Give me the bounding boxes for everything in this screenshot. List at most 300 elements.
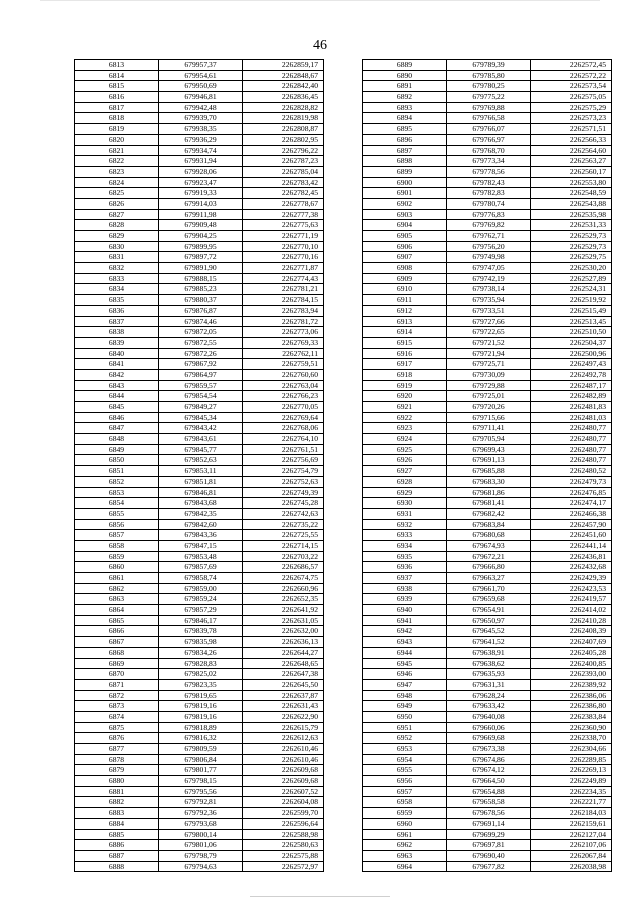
point-number-cell: 6913 xyxy=(363,316,447,327)
y-coordinate-cell: 2262622,90 xyxy=(243,711,324,722)
x-coordinate-cell: 679674,93 xyxy=(447,540,531,551)
table-row xyxy=(363,369,612,380)
y-coordinate-cell: 2262610,46 xyxy=(243,754,324,765)
point-number-cell: 6919 xyxy=(363,380,447,391)
x-coordinate-cell: 679801,77 xyxy=(159,765,243,776)
table-row xyxy=(75,487,324,498)
x-coordinate-cell: 679720,26 xyxy=(447,402,531,413)
x-coordinate-cell: 679853,48 xyxy=(159,551,243,562)
table-row xyxy=(75,658,324,669)
table-row xyxy=(363,412,612,423)
table-row xyxy=(363,166,612,177)
x-coordinate-cell: 679715,66 xyxy=(447,412,531,423)
point-number-cell: 6942 xyxy=(363,626,447,637)
table-row xyxy=(363,295,612,306)
point-number-cell: 6840 xyxy=(75,348,159,359)
point-number-cell: 6927 xyxy=(363,466,447,477)
y-coordinate-cell: 2262703,22 xyxy=(243,551,324,562)
x-coordinate-cell: 679685,88 xyxy=(447,466,531,477)
point-number-cell: 6882 xyxy=(75,797,159,808)
point-number-cell: 6861 xyxy=(75,573,159,584)
table-row xyxy=(363,145,612,156)
point-number-cell: 6937 xyxy=(363,573,447,584)
y-coordinate-cell: 2262481,03 xyxy=(531,412,612,423)
y-coordinate-cell: 2262572,45 xyxy=(531,60,612,71)
table-row xyxy=(75,776,324,787)
table-row xyxy=(75,583,324,594)
x-coordinate-cell: 679938,35 xyxy=(159,124,243,135)
x-coordinate-cell: 679697,81 xyxy=(447,840,531,851)
table-row xyxy=(363,70,612,81)
y-coordinate-cell: 2262407,69 xyxy=(531,637,612,648)
x-coordinate-cell: 679931,94 xyxy=(159,156,243,167)
x-coordinate-cell: 679638,91 xyxy=(447,647,531,658)
table-row xyxy=(363,402,612,413)
table-row xyxy=(363,786,612,797)
point-number-cell: 6814 xyxy=(75,70,159,81)
point-number-cell: 6941 xyxy=(363,615,447,626)
y-coordinate-cell: 2262466,38 xyxy=(531,508,612,519)
y-coordinate-cell: 2262524,31 xyxy=(531,284,612,295)
table-row xyxy=(363,434,612,445)
y-coordinate-cell: 2262410,28 xyxy=(531,615,612,626)
table-row xyxy=(363,508,612,519)
table-row xyxy=(75,840,324,851)
point-number-cell: 6943 xyxy=(363,637,447,648)
point-number-cell: 6931 xyxy=(363,508,447,519)
y-coordinate-cell: 2262609,68 xyxy=(243,776,324,787)
table-row xyxy=(363,637,612,648)
point-number-cell: 6870 xyxy=(75,669,159,680)
x-coordinate-cell: 679785,80 xyxy=(447,70,531,81)
y-coordinate-cell: 2262652,35 xyxy=(243,594,324,605)
x-coordinate-cell: 679721,52 xyxy=(447,337,531,348)
x-coordinate-cell: 679851,81 xyxy=(159,476,243,487)
table-row xyxy=(363,776,612,787)
y-coordinate-cell: 2262782,45 xyxy=(243,188,324,199)
table-row xyxy=(75,551,324,562)
y-coordinate-cell: 2262781,72 xyxy=(243,316,324,327)
table-row xyxy=(363,679,612,690)
x-coordinate-cell: 679766,58 xyxy=(447,113,531,124)
x-coordinate-cell: 679721,94 xyxy=(447,348,531,359)
point-number-cell: 6924 xyxy=(363,434,447,445)
x-coordinate-cell: 679954,61 xyxy=(159,70,243,81)
bottom-rule xyxy=(250,896,390,897)
point-number-cell: 6894 xyxy=(363,113,447,124)
x-coordinate-cell: 679946,81 xyxy=(159,92,243,103)
table-row xyxy=(363,476,612,487)
point-number-cell: 6827 xyxy=(75,209,159,220)
y-coordinate-cell: 2262768,06 xyxy=(243,423,324,434)
x-coordinate-cell: 679762,71 xyxy=(447,231,531,242)
y-coordinate-cell: 2262405,28 xyxy=(531,647,612,658)
y-coordinate-cell: 2262828,82 xyxy=(243,102,324,113)
x-coordinate-cell: 679876,87 xyxy=(159,305,243,316)
x-coordinate-cell: 679673,38 xyxy=(447,744,531,755)
x-coordinate-cell: 679683,30 xyxy=(447,476,531,487)
table-row xyxy=(75,647,324,658)
x-coordinate-cell: 679843,68 xyxy=(159,498,243,509)
x-coordinate-cell: 679681,41 xyxy=(447,498,531,509)
table-row xyxy=(363,765,612,776)
table-row xyxy=(75,113,324,124)
point-number-cell: 6826 xyxy=(75,198,159,209)
point-number-cell: 6926 xyxy=(363,455,447,466)
x-coordinate-cell: 679891,90 xyxy=(159,263,243,274)
table-row xyxy=(75,348,324,359)
table-row xyxy=(75,679,324,690)
point-number-cell: 6876 xyxy=(75,733,159,744)
x-coordinate-cell: 679742,19 xyxy=(447,273,531,284)
top-rule xyxy=(40,0,600,1)
point-number-cell: 6816 xyxy=(75,92,159,103)
point-number-cell: 6818 xyxy=(75,113,159,124)
x-coordinate-cell: 679682,42 xyxy=(447,508,531,519)
table-row xyxy=(363,861,612,872)
x-coordinate-cell: 679782,43 xyxy=(447,177,531,188)
point-number-cell: 6830 xyxy=(75,241,159,252)
point-number-cell: 6909 xyxy=(363,273,447,284)
y-coordinate-cell: 2262480,77 xyxy=(531,434,612,445)
y-coordinate-cell: 2262763,04 xyxy=(243,380,324,391)
x-coordinate-cell: 679635,93 xyxy=(447,669,531,680)
point-number-cell: 6889 xyxy=(363,60,447,71)
table-row xyxy=(363,60,612,71)
table-row xyxy=(363,380,612,391)
x-coordinate-cell: 679628,24 xyxy=(447,690,531,701)
table-row xyxy=(363,124,612,135)
y-coordinate-cell: 2262781,21 xyxy=(243,284,324,295)
y-coordinate-cell: 2262249,89 xyxy=(531,776,612,787)
x-coordinate-cell: 679819,65 xyxy=(159,690,243,701)
y-coordinate-cell: 2262783,42 xyxy=(243,177,324,188)
x-coordinate-cell: 679766,97 xyxy=(447,134,531,145)
x-coordinate-cell: 679846,81 xyxy=(159,487,243,498)
point-number-cell: 6896 xyxy=(363,134,447,145)
y-coordinate-cell: 2262745,28 xyxy=(243,498,324,509)
x-coordinate-cell: 679859,24 xyxy=(159,594,243,605)
table-row xyxy=(75,615,324,626)
y-coordinate-cell: 2262674,75 xyxy=(243,573,324,584)
point-number-cell: 6960 xyxy=(363,818,447,829)
y-coordinate-cell: 2262604,08 xyxy=(243,797,324,808)
point-number-cell: 6872 xyxy=(75,690,159,701)
point-number-cell: 6892 xyxy=(363,92,447,103)
y-coordinate-cell: 2262481,83 xyxy=(531,402,612,413)
x-coordinate-cell: 679819,16 xyxy=(159,701,243,712)
x-coordinate-cell: 679852,63 xyxy=(159,455,243,466)
x-coordinate-cell: 679640,08 xyxy=(447,711,531,722)
point-number-cell: 6948 xyxy=(363,690,447,701)
y-coordinate-cell: 2262441,14 xyxy=(531,540,612,551)
point-number-cell: 6917 xyxy=(363,359,447,370)
point-number-cell: 6904 xyxy=(363,220,447,231)
x-coordinate-cell: 679641,52 xyxy=(447,637,531,648)
table-row xyxy=(363,701,612,712)
x-coordinate-cell: 679872,26 xyxy=(159,348,243,359)
point-number-cell: 6821 xyxy=(75,145,159,156)
point-number-cell: 6947 xyxy=(363,679,447,690)
y-coordinate-cell: 2262487,17 xyxy=(531,380,612,391)
x-coordinate-cell: 679872,05 xyxy=(159,327,243,338)
y-coordinate-cell: 2262159,61 xyxy=(531,818,612,829)
x-coordinate-cell: 679683,84 xyxy=(447,519,531,530)
point-number-cell: 6921 xyxy=(363,402,447,413)
table-row xyxy=(75,754,324,765)
x-coordinate-cell: 679749,98 xyxy=(447,252,531,263)
point-number-cell: 6923 xyxy=(363,423,447,434)
x-coordinate-cell: 679660,06 xyxy=(447,722,531,733)
point-number-cell: 6932 xyxy=(363,519,447,530)
x-coordinate-cell: 679798,15 xyxy=(159,776,243,787)
x-coordinate-cell: 679705,94 xyxy=(447,434,531,445)
point-number-cell: 6912 xyxy=(363,305,447,316)
x-coordinate-cell: 679934,74 xyxy=(159,145,243,156)
point-number-cell: 6936 xyxy=(363,562,447,573)
y-coordinate-cell: 2262389,92 xyxy=(531,679,612,690)
point-number-cell: 6862 xyxy=(75,583,159,594)
point-number-cell: 6963 xyxy=(363,850,447,861)
point-number-cell: 6841 xyxy=(75,359,159,370)
table-row xyxy=(363,273,612,284)
table-row xyxy=(75,797,324,808)
x-coordinate-cell: 679854,54 xyxy=(159,391,243,402)
table-row xyxy=(363,605,612,616)
x-coordinate-cell: 679845,34 xyxy=(159,412,243,423)
y-coordinate-cell: 2262759,51 xyxy=(243,359,324,370)
y-coordinate-cell: 2262648,65 xyxy=(243,658,324,669)
point-number-cell: 6885 xyxy=(75,829,159,840)
x-coordinate-cell: 679780,25 xyxy=(447,81,531,92)
x-coordinate-cell: 679738,14 xyxy=(447,284,531,295)
x-coordinate-cell: 679834,26 xyxy=(159,647,243,658)
y-coordinate-cell: 2262775,63 xyxy=(243,220,324,231)
table-row xyxy=(363,92,612,103)
y-coordinate-cell: 2262754,79 xyxy=(243,466,324,477)
point-number-cell: 6834 xyxy=(75,284,159,295)
point-number-cell: 6911 xyxy=(363,295,447,306)
y-coordinate-cell: 2262644,27 xyxy=(243,647,324,658)
y-coordinate-cell: 2262686,57 xyxy=(243,562,324,573)
y-coordinate-cell: 2262631,43 xyxy=(243,701,324,712)
x-coordinate-cell: 679691,13 xyxy=(447,455,531,466)
y-coordinate-cell: 2262107,06 xyxy=(531,840,612,851)
y-coordinate-cell: 2262234,35 xyxy=(531,786,612,797)
y-coordinate-cell: 2262480,77 xyxy=(531,455,612,466)
y-coordinate-cell: 2262543,88 xyxy=(531,198,612,209)
point-number-cell: 6944 xyxy=(363,647,447,658)
y-coordinate-cell: 2262480,77 xyxy=(531,423,612,434)
coordinates-table-left xyxy=(74,59,324,872)
y-coordinate-cell: 2262529,73 xyxy=(531,231,612,242)
point-number-cell: 6938 xyxy=(363,583,447,594)
point-number-cell: 6858 xyxy=(75,540,159,551)
point-number-cell: 6935 xyxy=(363,551,447,562)
x-coordinate-cell: 679801,06 xyxy=(159,840,243,851)
y-coordinate-cell: 2262497,43 xyxy=(531,359,612,370)
table-row xyxy=(75,145,324,156)
y-coordinate-cell: 2262632,00 xyxy=(243,626,324,637)
x-coordinate-cell: 679663,27 xyxy=(447,573,531,584)
table-row xyxy=(75,316,324,327)
x-coordinate-cell: 679843,36 xyxy=(159,530,243,541)
point-number-cell: 6825 xyxy=(75,188,159,199)
y-coordinate-cell: 2262735,22 xyxy=(243,519,324,530)
y-coordinate-cell: 2262530,20 xyxy=(531,263,612,274)
table-row xyxy=(75,818,324,829)
table-row xyxy=(363,455,612,466)
point-number-cell: 6954 xyxy=(363,754,447,765)
y-coordinate-cell: 2262414,02 xyxy=(531,605,612,616)
x-coordinate-cell: 679818,89 xyxy=(159,722,243,733)
x-coordinate-cell: 679775,22 xyxy=(447,92,531,103)
point-number-cell: 6899 xyxy=(363,166,447,177)
y-coordinate-cell: 2262749,39 xyxy=(243,487,324,498)
point-number-cell: 6928 xyxy=(363,476,447,487)
x-coordinate-cell: 679658,58 xyxy=(447,797,531,808)
table-row xyxy=(363,305,612,316)
point-number-cell: 6813 xyxy=(75,60,159,71)
y-coordinate-cell: 2262408,39 xyxy=(531,626,612,637)
x-coordinate-cell: 679864,97 xyxy=(159,369,243,380)
page-number: 46 xyxy=(313,38,327,53)
x-coordinate-cell: 679798,79 xyxy=(159,850,243,861)
table-row xyxy=(75,498,324,509)
coordinates-table-right-body xyxy=(363,60,612,872)
point-number-cell: 6835 xyxy=(75,295,159,306)
y-coordinate-cell: 2262760,60 xyxy=(243,369,324,380)
point-number-cell: 6815 xyxy=(75,81,159,92)
point-number-cell: 6895 xyxy=(363,124,447,135)
x-coordinate-cell: 679674,86 xyxy=(447,754,531,765)
point-number-cell: 6922 xyxy=(363,412,447,423)
table-row xyxy=(363,808,612,819)
y-coordinate-cell: 2262221,77 xyxy=(531,797,612,808)
y-coordinate-cell: 2262383,84 xyxy=(531,711,612,722)
point-number-cell: 6887 xyxy=(75,850,159,861)
point-number-cell: 6850 xyxy=(75,455,159,466)
x-coordinate-cell: 679699,43 xyxy=(447,444,531,455)
y-coordinate-cell: 2262769,64 xyxy=(243,412,324,423)
table-row xyxy=(75,166,324,177)
y-coordinate-cell: 2262580,63 xyxy=(243,840,324,851)
x-coordinate-cell: 679857,29 xyxy=(159,605,243,616)
point-number-cell: 6847 xyxy=(75,423,159,434)
x-coordinate-cell: 679727,66 xyxy=(447,316,531,327)
point-number-cell: 6915 xyxy=(363,337,447,348)
x-coordinate-cell: 679853,11 xyxy=(159,466,243,477)
x-coordinate-cell: 679936,29 xyxy=(159,134,243,145)
x-coordinate-cell: 679690,40 xyxy=(447,850,531,861)
x-coordinate-cell: 679768,70 xyxy=(447,145,531,156)
table-row xyxy=(363,840,612,851)
table-row xyxy=(363,797,612,808)
table-row xyxy=(75,466,324,477)
x-coordinate-cell: 679874,46 xyxy=(159,316,243,327)
point-number-cell: 6964 xyxy=(363,861,447,872)
table-row xyxy=(75,92,324,103)
table-row xyxy=(75,369,324,380)
x-coordinate-cell: 679842,60 xyxy=(159,519,243,530)
table-row xyxy=(75,786,324,797)
x-coordinate-cell: 679939,70 xyxy=(159,113,243,124)
y-coordinate-cell: 2262752,63 xyxy=(243,476,324,487)
point-number-cell: 6934 xyxy=(363,540,447,551)
point-number-cell: 6844 xyxy=(75,391,159,402)
y-coordinate-cell: 2262527,89 xyxy=(531,273,612,284)
x-coordinate-cell: 679897,72 xyxy=(159,252,243,263)
point-number-cell: 6839 xyxy=(75,337,159,348)
point-number-cell: 6886 xyxy=(75,840,159,851)
table-row xyxy=(75,637,324,648)
point-number-cell: 6828 xyxy=(75,220,159,231)
y-coordinate-cell: 2262560,17 xyxy=(531,166,612,177)
point-number-cell: 6842 xyxy=(75,369,159,380)
point-number-cell: 6879 xyxy=(75,765,159,776)
table-row xyxy=(75,391,324,402)
table-row xyxy=(75,808,324,819)
point-number-cell: 6949 xyxy=(363,701,447,712)
x-coordinate-cell: 679650,97 xyxy=(447,615,531,626)
x-coordinate-cell: 679769,82 xyxy=(447,220,531,231)
table-row xyxy=(363,573,612,584)
point-number-cell: 6880 xyxy=(75,776,159,787)
point-number-cell: 6918 xyxy=(363,369,447,380)
y-coordinate-cell: 2262529,73 xyxy=(531,241,612,252)
table-row xyxy=(363,156,612,167)
table-row xyxy=(75,562,324,573)
y-coordinate-cell: 2262770,16 xyxy=(243,252,324,263)
table-row xyxy=(75,829,324,840)
point-number-cell: 6907 xyxy=(363,252,447,263)
table-row xyxy=(75,765,324,776)
point-number-cell: 6868 xyxy=(75,647,159,658)
y-coordinate-cell: 2262548,59 xyxy=(531,188,612,199)
y-coordinate-cell: 2262529,75 xyxy=(531,252,612,263)
point-number-cell: 6905 xyxy=(363,231,447,242)
x-coordinate-cell: 679928,06 xyxy=(159,166,243,177)
point-number-cell: 6925 xyxy=(363,444,447,455)
point-number-cell: 6846 xyxy=(75,412,159,423)
x-coordinate-cell: 679885,23 xyxy=(159,284,243,295)
table-row xyxy=(363,209,612,220)
table-row xyxy=(363,466,612,477)
coordinates-table-right xyxy=(362,59,612,872)
y-coordinate-cell: 2262575,05 xyxy=(531,92,612,103)
table-row xyxy=(363,658,612,669)
coordinates-table-left-body xyxy=(75,60,324,872)
x-coordinate-cell: 679661,70 xyxy=(447,583,531,594)
x-coordinate-cell: 679800,14 xyxy=(159,829,243,840)
x-coordinate-cell: 679950,69 xyxy=(159,81,243,92)
x-coordinate-cell: 679659,68 xyxy=(447,594,531,605)
y-coordinate-cell: 2262571,51 xyxy=(531,124,612,135)
x-coordinate-cell: 679691,14 xyxy=(447,818,531,829)
table-row xyxy=(363,423,612,434)
table-row xyxy=(75,380,324,391)
y-coordinate-cell: 2262615,79 xyxy=(243,722,324,733)
x-coordinate-cell: 679725,01 xyxy=(447,391,531,402)
y-coordinate-cell: 2262067,84 xyxy=(531,850,612,861)
x-coordinate-cell: 679633,42 xyxy=(447,701,531,712)
point-number-cell: 6820 xyxy=(75,134,159,145)
x-coordinate-cell: 679872,55 xyxy=(159,337,243,348)
point-number-cell: 6877 xyxy=(75,744,159,755)
y-coordinate-cell: 2262725,55 xyxy=(243,530,324,541)
table-row xyxy=(75,284,324,295)
y-coordinate-cell: 2262573,54 xyxy=(531,81,612,92)
